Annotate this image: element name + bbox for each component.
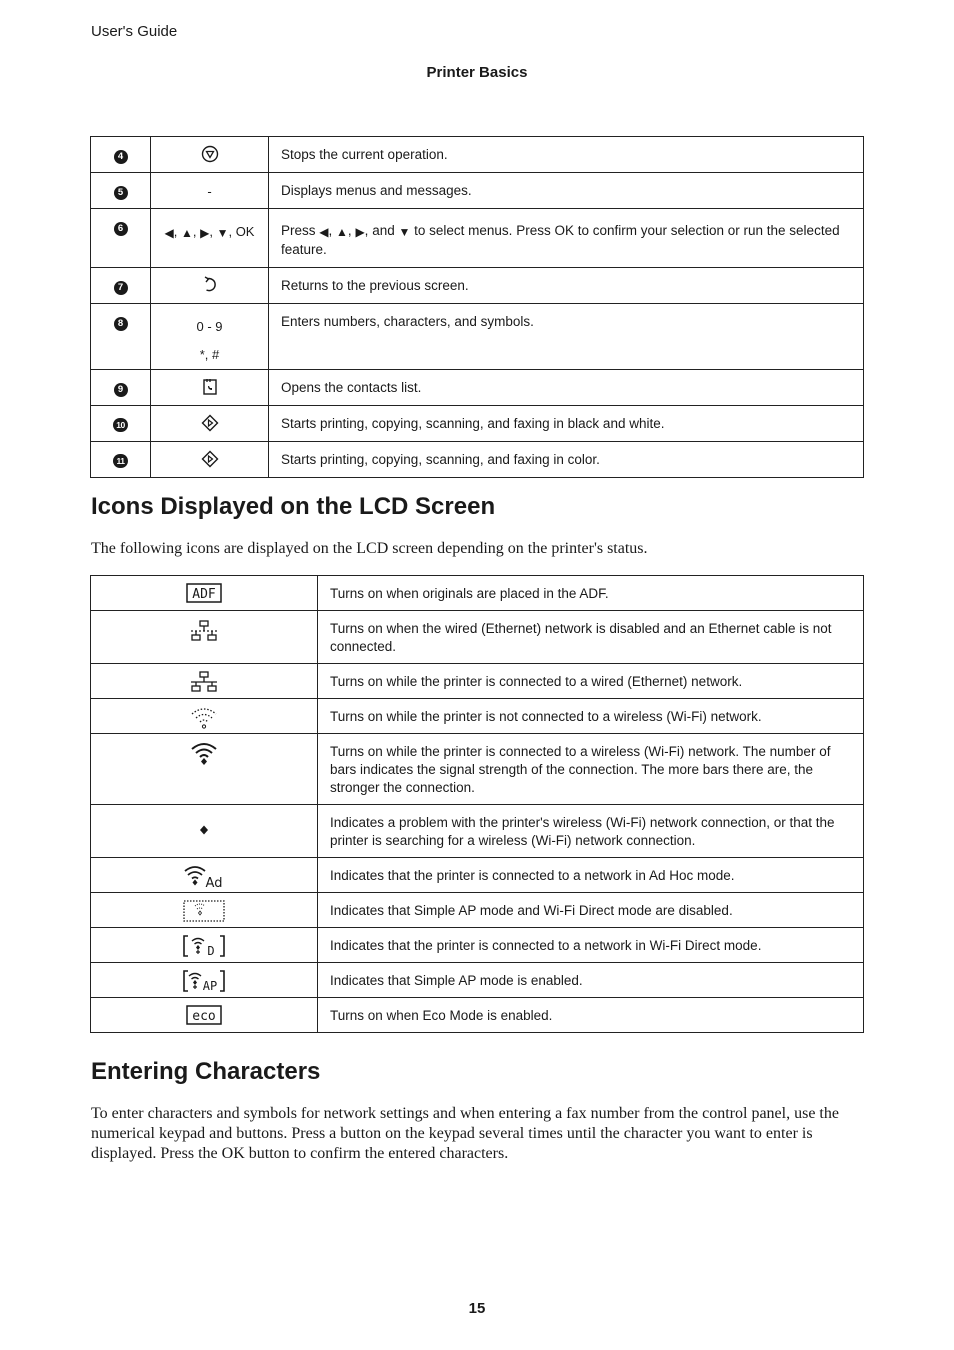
svg-text:eco: eco [192, 1009, 216, 1024]
row-description: Turns on when the wired (Ethernet) network is disabled and an Ethernet cable is not connected. [318, 611, 864, 664]
lcd-icons-table [90, 575, 864, 1033]
keypad-digits-label: 0 - 9 [196, 319, 223, 334]
svg-text:ADF: ADF [192, 587, 216, 602]
row-description: Starts printing, copying, scanning, and faxing in black and white. [269, 406, 864, 442]
table-row [91, 173, 864, 209]
svg-text:Ad: Ad [205, 876, 223, 889]
table-row [91, 209, 864, 268]
row-description: Starts printing, copying, scanning, and faxing in color. [269, 442, 864, 478]
row-description: Press ◀, ▲, ▶, and ▼ to select menus. Press OK to confirm your selection or run the selected feature. [269, 209, 864, 268]
up-arrow-icon: ▲ [336, 225, 348, 239]
row-description: Indicates that Simple AP mode and Wi-Fi Direct mode are disabled. [318, 893, 864, 928]
table-row [91, 576, 864, 611]
row-description: Displays menus and messages. [269, 173, 864, 209]
wifi-direct-icon [183, 938, 225, 958]
table-row [91, 998, 864, 1033]
simple-ap-disabled-icon [183, 903, 225, 918]
simple-ap-icon [183, 973, 225, 993]
row-description: Turns on while the printer is not connected to a wireless (Wi-Fi) network. [318, 699, 864, 734]
left-arrow-icon: ◀ [319, 225, 329, 239]
row-description: Indicates a problem with the printer's wireless (Wi-Fi) network connection, or that the printer is searching for a wireless (Wi-Fi) network connection. [318, 805, 864, 858]
running-header-section: Printer Basics [426, 64, 528, 81]
back-icon [202, 276, 218, 291]
table-row [91, 370, 864, 406]
section-heading-entering-characters: Entering Characters [91, 1058, 321, 1085]
table-row [91, 734, 864, 805]
table-row [91, 664, 864, 699]
left-arrow-icon: ◀ [164, 226, 174, 240]
arrow-keys-icon: ◀, ▲, ▶, ▼, [164, 224, 236, 240]
wired-network-connected-icon [189, 674, 219, 689]
adf-icon [186, 585, 222, 600]
ok-label: OK [235, 224, 255, 239]
callout-number: 9 [114, 383, 128, 397]
table-row [91, 805, 864, 858]
row-description: Indicates that the printer is connected to a network in Wi-Fi Direct mode. [318, 928, 864, 963]
adhoc-icon [183, 868, 225, 889]
table-row [91, 406, 864, 442]
table-row [91, 699, 864, 734]
wifi-connected-icon [189, 745, 219, 760]
down-arrow-icon: ▼ [216, 226, 229, 240]
eco-icon [186, 1007, 222, 1022]
callout-number: 5 [114, 186, 128, 200]
table-row [91, 963, 864, 998]
page-number: 15 [468, 1300, 486, 1317]
down-arrow-icon: ▼ [398, 225, 411, 239]
start-color-icon [201, 450, 219, 465]
wifi-disconnected-icon [189, 710, 219, 725]
callout-number: 8 [114, 317, 128, 331]
section-intro: The following icons are displayed on the LCD screen depending on the printer's status. [91, 540, 648, 557]
table-row [91, 137, 864, 173]
table-row [91, 304, 864, 370]
row-description: Opens the contacts list. [269, 370, 864, 406]
row-description: Turns on while the printer is connected to a wired (Ethernet) network. [318, 664, 864, 699]
contacts-icon [202, 378, 218, 393]
button-label: - [151, 173, 269, 209]
right-arrow-icon: ▶ [355, 225, 365, 239]
buttons-table [90, 136, 864, 478]
table-row [91, 268, 864, 304]
up-arrow-icon: ▲ [180, 226, 193, 240]
row-description: Indicates that the printer is connected to a network in Ad Hoc mode. [318, 858, 864, 893]
row-description: Turns on while the printer is connected to a wireless (Wi-Fi) network. The number of bars indicates the signal strength of the connection. The more bars there are, the stronger the connection. [318, 734, 864, 805]
callout-number: 7 [114, 281, 128, 295]
svg-text:D: D [207, 944, 215, 958]
keypad-symbols-label: *, # [199, 347, 220, 362]
running-header-guide: User's Guide [91, 23, 178, 40]
row-description: Turns on when originals are placed in the ADF. [318, 576, 864, 611]
table-row [91, 611, 864, 664]
section-heading-icons: Icons Displayed on the LCD Screen [91, 493, 496, 520]
row-description: Indicates that Simple AP mode is enabled. [318, 963, 864, 998]
row-description: Returns to the previous screen. [269, 268, 864, 304]
table-row [91, 928, 864, 963]
start-bw-icon [201, 414, 219, 429]
right-arrow-icon: ▶ [200, 226, 210, 240]
row-description: Turns on when Eco Mode is enabled. [318, 998, 864, 1033]
row-description: Stops the current operation. [269, 137, 864, 173]
table-row [91, 893, 864, 928]
section-body: To enter characters and symbols for network settings and when entering a fax number from the control panel, use the numerical keypad and buttons. Press a button on the keypad several times until the character you want to enter is displayed. Press the OK button to confirm the entered characters. [91, 1105, 839, 1162]
row-description: Enters numbers, characters, and symbols. [269, 304, 864, 370]
callout-number: 4 [114, 150, 128, 164]
table-row [91, 442, 864, 478]
callout-number: 10 [113, 418, 128, 432]
callout-number: 6 [114, 222, 128, 236]
svg-text:AP: AP [202, 979, 218, 993]
wired-network-disconnected-icon [189, 623, 219, 638]
wifi-problem-icon [198, 822, 210, 837]
table-row [91, 858, 864, 893]
stop-icon [201, 145, 219, 160]
callout-number: 11 [113, 454, 128, 468]
